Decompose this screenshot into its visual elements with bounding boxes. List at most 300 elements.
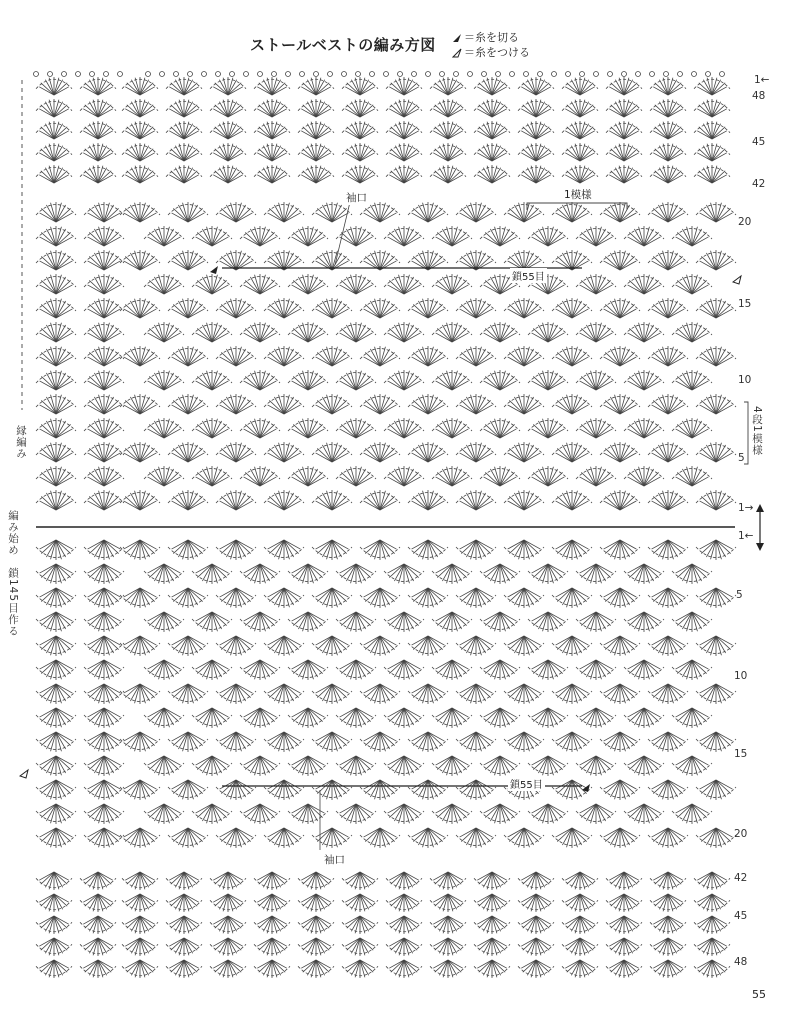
picot-mark xyxy=(328,72,333,77)
fan-motif xyxy=(122,99,158,117)
fan-motif xyxy=(432,756,472,776)
fan-motif xyxy=(430,165,466,183)
fan-motif xyxy=(694,99,730,117)
fan-motif xyxy=(36,346,76,366)
fan-motif xyxy=(552,588,592,608)
fan-motif xyxy=(336,804,376,824)
fan-motif xyxy=(474,938,510,956)
fan-motif xyxy=(36,756,76,776)
page-title: ストールベストの編み方図 xyxy=(250,36,436,54)
fan-motif xyxy=(312,250,352,270)
picot-mark xyxy=(202,72,207,77)
fan-motif xyxy=(120,588,160,608)
fan-motif xyxy=(386,916,422,934)
fan-motif xyxy=(166,916,202,934)
fan-motif xyxy=(210,894,246,912)
fan-motif xyxy=(192,564,232,584)
fan-motif xyxy=(600,636,640,656)
fan-motif xyxy=(168,394,208,414)
fan-motif xyxy=(240,660,280,680)
fan-motif xyxy=(298,99,334,117)
picot-mark xyxy=(608,72,613,77)
fan-motif xyxy=(80,143,116,161)
fan-motif xyxy=(36,442,76,462)
picot-mark xyxy=(174,72,179,77)
fan-motif xyxy=(694,872,730,890)
fan-motif xyxy=(552,636,592,656)
fan-motif xyxy=(606,916,642,934)
fan-motif xyxy=(240,708,280,728)
fan-motif xyxy=(474,99,510,117)
fan-motif xyxy=(84,274,124,294)
fan-motif xyxy=(264,684,304,704)
fan-motif xyxy=(518,77,554,95)
fan-motif xyxy=(80,960,116,978)
fan-motif xyxy=(122,165,158,183)
start-note-label: 編み始め 鎖145目作る xyxy=(7,510,19,637)
fan-motif xyxy=(264,346,304,366)
fan-motif xyxy=(408,298,448,318)
fan-motif xyxy=(36,226,76,246)
row-label-42-top: 42 xyxy=(752,178,766,190)
fan-motif xyxy=(386,143,422,161)
row-label-5-lower: 5 xyxy=(736,589,743,601)
fan-motif xyxy=(650,165,686,183)
fan-motif xyxy=(84,804,124,824)
fan-motif xyxy=(342,960,378,978)
fan-motif xyxy=(650,960,686,978)
picot-mark xyxy=(356,72,361,77)
fan-motif xyxy=(384,418,424,438)
fan-motif xyxy=(576,370,616,390)
fan-motif xyxy=(518,165,554,183)
fan-motif xyxy=(624,322,664,342)
fan-motif xyxy=(36,77,72,95)
fan-motif xyxy=(288,804,328,824)
fan-motif xyxy=(192,370,232,390)
fan-motif xyxy=(562,960,598,978)
fan-motif xyxy=(430,77,466,95)
fan-motif xyxy=(576,274,616,294)
fan-motif xyxy=(432,466,472,486)
fan-motif xyxy=(240,322,280,342)
fan-motif xyxy=(648,394,688,414)
fan-motif xyxy=(672,418,712,438)
fan-motif xyxy=(552,202,592,222)
fan-motif xyxy=(576,804,616,824)
fan-motif xyxy=(216,298,256,318)
fan-motif xyxy=(384,612,424,632)
fan-motif xyxy=(80,872,116,890)
fan-motif xyxy=(360,346,400,366)
fan-motif xyxy=(456,394,496,414)
fan-motif xyxy=(600,732,640,752)
fan-motif xyxy=(168,684,208,704)
fan-motif xyxy=(168,442,208,462)
fan-motif xyxy=(342,77,378,95)
fan-motif xyxy=(120,490,160,510)
fan-motif xyxy=(298,894,334,912)
fan-motif xyxy=(36,894,72,912)
fan-motif xyxy=(696,780,736,800)
fan-motif xyxy=(298,960,334,978)
fan-motif xyxy=(312,684,352,704)
picot-mark xyxy=(216,72,221,77)
row-label-1-top: 1← xyxy=(754,74,770,86)
fan-motif xyxy=(552,250,592,270)
fan-motif xyxy=(168,828,208,848)
fan-motif xyxy=(342,938,378,956)
fan-motif xyxy=(336,370,376,390)
picot-mark xyxy=(398,72,403,77)
fan-motif xyxy=(624,612,664,632)
fan-motif xyxy=(456,540,496,560)
picot-mark xyxy=(146,72,151,77)
fan-motif xyxy=(672,660,712,680)
fan-motif xyxy=(144,708,184,728)
fan-motif xyxy=(696,490,736,510)
fan-motif xyxy=(432,612,472,632)
fan-motif xyxy=(606,938,642,956)
fan-motif xyxy=(342,121,378,139)
picot-mark xyxy=(384,72,389,77)
fan-motif xyxy=(430,916,466,934)
fan-motif xyxy=(36,564,76,584)
fan-motif xyxy=(624,804,664,824)
fan-motif xyxy=(120,346,160,366)
fan-motif xyxy=(84,612,124,632)
fan-motif xyxy=(600,202,640,222)
row-label-42-bottom: 42 xyxy=(734,872,748,884)
picot-mark xyxy=(622,72,627,77)
fan-motif xyxy=(80,916,116,934)
fan-motif xyxy=(672,466,712,486)
fan-motif xyxy=(386,872,422,890)
fan-motif xyxy=(288,226,328,246)
fan-motif xyxy=(144,418,184,438)
fan-motif xyxy=(528,612,568,632)
fan-motif xyxy=(36,588,76,608)
fan-motif xyxy=(36,780,76,800)
fan-motif xyxy=(624,226,664,246)
fan-motif xyxy=(696,588,736,608)
picot-mark xyxy=(300,72,305,77)
fan-motif xyxy=(210,77,246,95)
fan-motif xyxy=(528,370,568,390)
fan-motif xyxy=(552,490,592,510)
fan-motif xyxy=(648,540,688,560)
fan-motif xyxy=(430,143,466,161)
fan-motif xyxy=(360,780,400,800)
fan-motif xyxy=(408,684,448,704)
fan-motif xyxy=(192,226,232,246)
fan-motif xyxy=(600,250,640,270)
fan-motif xyxy=(480,612,520,632)
fan-motif xyxy=(264,250,304,270)
fan-motif xyxy=(264,394,304,414)
fan-motif xyxy=(606,143,642,161)
fan-motif xyxy=(264,540,304,560)
fan-motif xyxy=(386,77,422,95)
fan-motif xyxy=(216,442,256,462)
fan-motif xyxy=(122,121,158,139)
fan-motif xyxy=(474,894,510,912)
fan-motif xyxy=(600,684,640,704)
fan-motif xyxy=(624,274,664,294)
fan-motif xyxy=(518,960,554,978)
fan-motif xyxy=(84,394,124,414)
fan-motif xyxy=(254,960,290,978)
fan-motif xyxy=(168,636,208,656)
fan-motif xyxy=(696,732,736,752)
fan-motif xyxy=(474,121,510,139)
fan-motif xyxy=(504,202,544,222)
fan-motif xyxy=(456,250,496,270)
fan-motif xyxy=(552,394,592,414)
fan-motif xyxy=(360,588,400,608)
fan-motif xyxy=(84,780,124,800)
fan-motif xyxy=(84,540,124,560)
fan-motif xyxy=(504,684,544,704)
picot-mark xyxy=(566,72,571,77)
picot-mark xyxy=(720,72,725,77)
picot-mark xyxy=(48,72,53,77)
fan-motif xyxy=(254,916,290,934)
fan-motif xyxy=(210,121,246,139)
fan-motif xyxy=(606,894,642,912)
fan-motif xyxy=(384,226,424,246)
fan-motif xyxy=(576,226,616,246)
fan-motif xyxy=(386,99,422,117)
row-label-1-middle-left: 1← xyxy=(738,530,754,542)
fan-motif xyxy=(696,636,736,656)
fan-motif xyxy=(144,660,184,680)
fan-motif xyxy=(254,165,290,183)
fan-motif xyxy=(456,588,496,608)
fan-motif xyxy=(600,588,640,608)
picot-mark xyxy=(636,72,641,77)
fan-motif xyxy=(650,121,686,139)
fan-motif xyxy=(312,490,352,510)
fan-motif xyxy=(192,466,232,486)
fan-motif xyxy=(168,490,208,510)
fan-motif xyxy=(576,708,616,728)
fan-motif xyxy=(672,756,712,776)
fan-motif xyxy=(240,564,280,584)
fan-motif xyxy=(120,636,160,656)
fan-motif xyxy=(360,684,400,704)
fan-motif xyxy=(36,540,76,560)
fan-motif xyxy=(650,872,686,890)
fan-motif xyxy=(168,732,208,752)
fan-motif xyxy=(144,370,184,390)
fan-motif xyxy=(694,165,730,183)
fan-motif xyxy=(288,564,328,584)
fan-motif xyxy=(384,322,424,342)
fan-motif xyxy=(650,99,686,117)
fan-motif xyxy=(696,346,736,366)
fan-motif xyxy=(606,165,642,183)
fan-motif xyxy=(386,165,422,183)
fan-motif xyxy=(456,298,496,318)
fan-motif xyxy=(80,121,116,139)
fan-motif xyxy=(474,872,510,890)
fan-motif xyxy=(504,732,544,752)
fan-motif xyxy=(648,780,688,800)
fan-motif xyxy=(216,394,256,414)
fan-motif xyxy=(504,298,544,318)
fan-motif xyxy=(480,370,520,390)
fan-motif xyxy=(144,612,184,632)
picot-mark xyxy=(104,72,109,77)
join-yarn-icon xyxy=(733,276,741,284)
fan-motif xyxy=(216,732,256,752)
fan-motif xyxy=(552,732,592,752)
fan-motif xyxy=(166,121,202,139)
fan-motif xyxy=(210,143,246,161)
fan-motif xyxy=(84,564,124,584)
fan-motif xyxy=(166,938,202,956)
fan-motif xyxy=(480,660,520,680)
fan-motif xyxy=(432,226,472,246)
fan-motif xyxy=(408,442,448,462)
fan-motif xyxy=(264,732,304,752)
chain-55-label-bottom: 鎖55目 xyxy=(508,776,545,791)
fan-motif xyxy=(298,143,334,161)
fan-motif xyxy=(36,143,72,161)
fan-motif xyxy=(120,298,160,318)
picot-mark xyxy=(286,72,291,77)
picot-mark xyxy=(538,72,543,77)
fan-motif xyxy=(312,828,352,848)
fan-motif xyxy=(216,684,256,704)
fan-motif xyxy=(528,708,568,728)
fan-motif xyxy=(696,250,736,270)
picot-mark xyxy=(34,72,39,77)
fan-motif xyxy=(288,274,328,294)
fan-motif xyxy=(408,346,448,366)
fan-motif xyxy=(216,828,256,848)
fan-motif xyxy=(600,828,640,848)
picot-mark xyxy=(230,72,235,77)
fan-motif xyxy=(254,77,290,95)
edge-knit-label: 縁編み xyxy=(15,425,27,460)
fan-motif xyxy=(210,872,246,890)
fan-motif xyxy=(576,756,616,776)
fan-motif xyxy=(672,226,712,246)
fan-motif xyxy=(432,660,472,680)
fan-motif xyxy=(528,418,568,438)
fan-motif xyxy=(336,564,376,584)
cut-yarn-icon xyxy=(210,266,218,274)
fan-motif xyxy=(650,938,686,956)
fan-motif xyxy=(240,274,280,294)
fan-motif xyxy=(504,346,544,366)
fan-motif xyxy=(606,121,642,139)
fan-motif xyxy=(336,274,376,294)
fan-motif xyxy=(648,202,688,222)
fan-motif xyxy=(36,298,76,318)
row-label-10-lower: 10 xyxy=(734,670,748,682)
fan-motif xyxy=(456,202,496,222)
fan-motif xyxy=(430,960,466,978)
fan-motif xyxy=(408,828,448,848)
fan-motif xyxy=(600,442,640,462)
fan-motif xyxy=(216,636,256,656)
picot-mark xyxy=(76,72,81,77)
fan-motif xyxy=(624,660,664,680)
arrow-down-icon xyxy=(756,543,764,551)
row-label-45-top: 45 xyxy=(752,136,766,148)
fan-motif xyxy=(84,250,124,270)
fan-motif xyxy=(576,660,616,680)
fan-motif xyxy=(216,780,256,800)
fan-motif xyxy=(336,418,376,438)
picot-mark xyxy=(188,72,193,77)
fan-motif xyxy=(518,916,554,934)
fan-motif xyxy=(84,370,124,390)
fan-motif xyxy=(84,756,124,776)
row-label-1-middle-right: 1→ xyxy=(738,502,754,514)
fan-motif xyxy=(336,466,376,486)
fan-motif xyxy=(360,298,400,318)
fan-motif xyxy=(298,77,334,95)
picot-mark xyxy=(90,72,95,77)
fan-motif xyxy=(36,250,76,270)
fan-motif xyxy=(456,490,496,510)
fan-motif xyxy=(360,202,400,222)
fan-motif xyxy=(552,540,592,560)
fan-motif xyxy=(606,99,642,117)
fan-motif xyxy=(144,804,184,824)
fan-motif xyxy=(480,708,520,728)
fan-motif xyxy=(168,250,208,270)
fan-motif xyxy=(562,938,598,956)
picot-mark xyxy=(678,72,683,77)
row-label-20-lower: 20 xyxy=(734,828,748,840)
fan-motif xyxy=(168,202,208,222)
fan-motif xyxy=(84,442,124,462)
fan-motif xyxy=(408,490,448,510)
fan-motif xyxy=(430,894,466,912)
fan-motif xyxy=(216,250,256,270)
fan-motif xyxy=(166,894,202,912)
fan-motif xyxy=(562,872,598,890)
fan-motif xyxy=(650,77,686,95)
fan-motif xyxy=(192,274,232,294)
fan-motif xyxy=(192,322,232,342)
fan-motif xyxy=(648,588,688,608)
fan-motif xyxy=(600,394,640,414)
fan-motif xyxy=(648,732,688,752)
fan-motif xyxy=(288,466,328,486)
fan-motif xyxy=(84,322,124,342)
fan-motif xyxy=(408,202,448,222)
picot-mark xyxy=(258,72,263,77)
fan-motif xyxy=(384,756,424,776)
fan-motif xyxy=(312,732,352,752)
fan-motif xyxy=(672,612,712,632)
fan-motif xyxy=(36,165,72,183)
fan-motif xyxy=(552,346,592,366)
fan-motif xyxy=(120,828,160,848)
fan-motif xyxy=(264,780,304,800)
fan-motif xyxy=(36,490,76,510)
fan-motif xyxy=(408,394,448,414)
fan-motif xyxy=(694,77,730,95)
fan-motif xyxy=(650,143,686,161)
fan-motif xyxy=(336,612,376,632)
